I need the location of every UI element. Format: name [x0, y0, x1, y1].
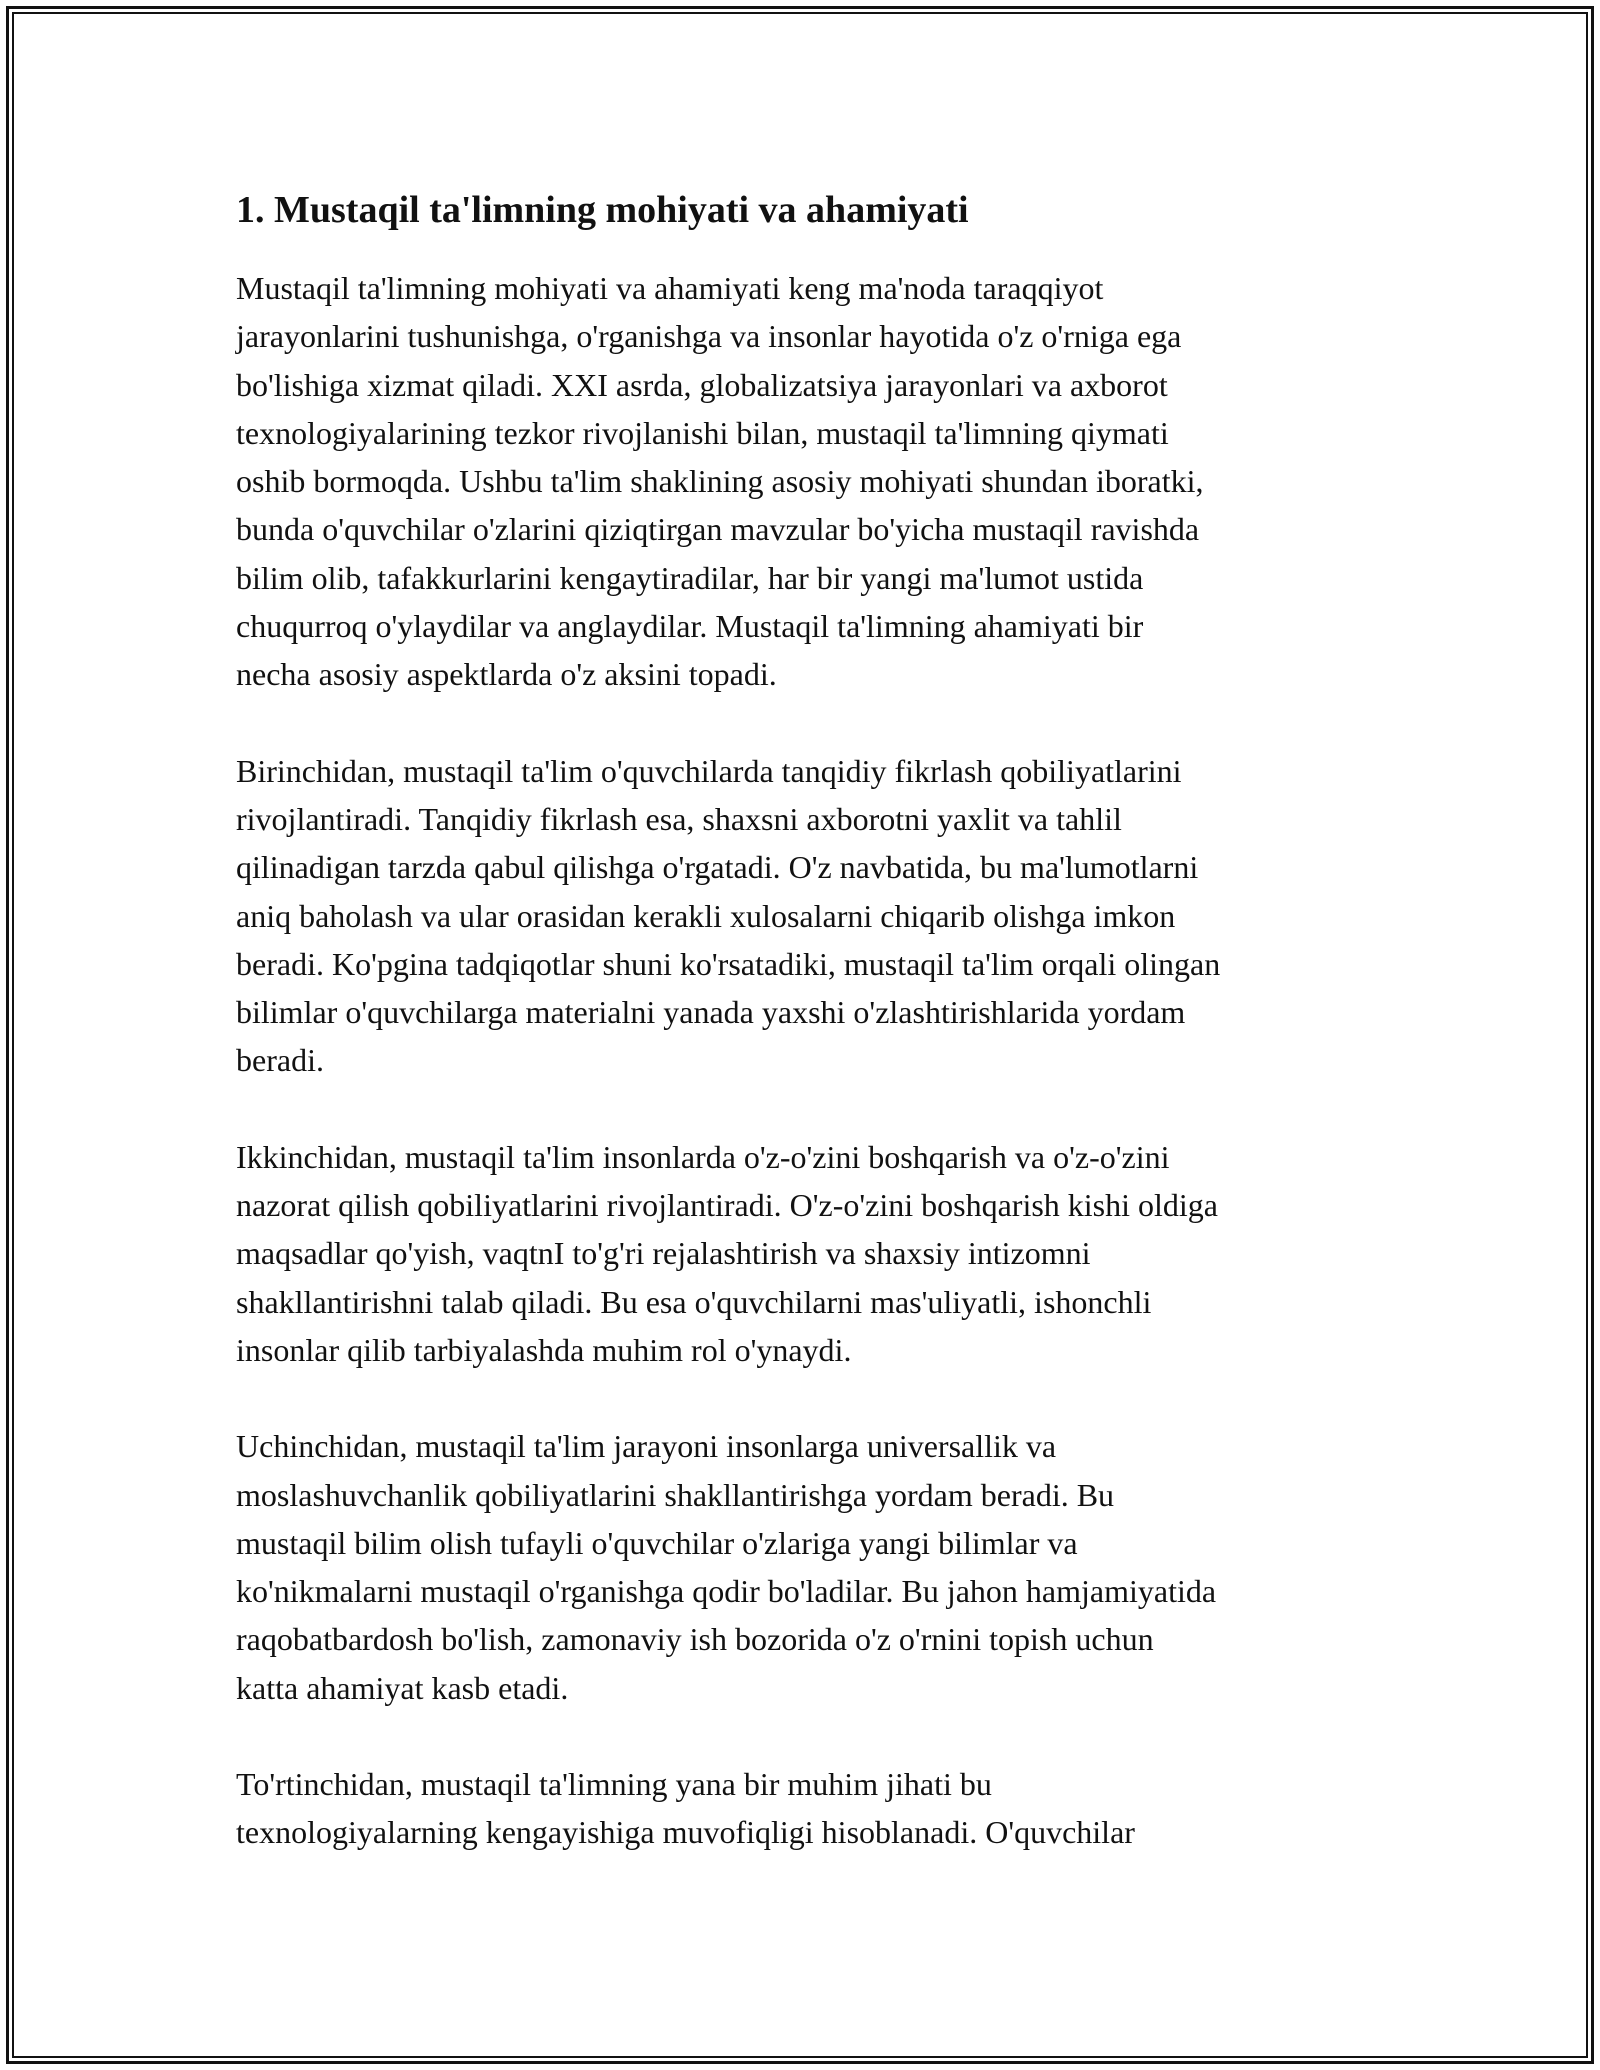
paragraph-line: necha asosiy aspektlarda o'z aksini topadi.	[236, 656, 777, 693]
paragraph	[236, 1760, 1386, 1857]
paragraph-line: ko'nikmalarni mustaqil o'rganishga qodir bo'ladilar. Bu jahon hamjamiyatida	[236, 1573, 1217, 1610]
paragraph	[236, 264, 1386, 699]
paragraph-line: texnologiyalarning kengayishiga muvofiqligi hisoblanadi. O'quvchilar	[236, 1814, 1135, 1851]
paragraph-line: maqsadlar qo'yish, vaqtnI to'g'ri rejalashtirish va shaxsiy intizomni	[236, 1235, 1091, 1272]
paragraph-line: Birinchidan, mustaqil ta'lim o'quvchilarda tanqidiy fikrlash qobiliyatlarini	[236, 752, 1182, 789]
paragraph-line: katta ahamiyat kasb etadi.	[236, 1669, 569, 1706]
paragraph-line: nazorat qilish qobiliyatlarini rivojlantiradi. O'z-o'zini boshqarish kishi oldiga	[236, 1187, 1218, 1224]
paragraph-line: oshib bormoqda. Ushbu ta'lim shaklining asosiy mohiyati shundan iboratki,	[236, 463, 1204, 500]
paragraph-line: insonlar qilib tarbiyalashda muhim rol o'ynaydi.	[236, 1331, 852, 1368]
paragraph-line: jarayonlarini tushunishga, o'rganishga va insonlar hayotida o'z o'rniga ega	[236, 318, 1182, 355]
paragraph-line: mustaqil bilim olish tufayli o'quvchilar o'zlariga yangi bilimlar va	[236, 1524, 1078, 1561]
paragraph-line: Mustaqil ta'limning mohiyati va ahamiyati keng ma'noda taraqqiyot	[236, 270, 1104, 306]
paragraph-line: texnologiyalarining tezkor rivojlanishi bilan, mustaqil ta'limning qiymati	[236, 414, 1169, 451]
paragraph-line: moslashuvchanlik qobiliyatlarini shakllantirishga yordam beradi. Bu	[236, 1476, 1115, 1513]
paragraph-line: beradi.	[236, 1042, 324, 1079]
paragraph-line: Uchinchidan, mustaqil ta'lim jarayoni insonlarga universallik va	[236, 1428, 1057, 1465]
paragraph-line: aniq baholash va ular orasidan kerakli xulosalarni chiqarib olishga imkon	[236, 897, 1176, 934]
paragraph	[236, 1422, 1386, 1712]
paragraph-line: Ikkinchidan, mustaqil ta'lim insonlarda o'z-o'zini boshqarish va o'z-o'zini	[236, 1138, 1170, 1175]
paragraph-line: To'rtinchidan, mustaqil ta'limning yana bir muhim jihati bu	[236, 1766, 992, 1803]
paragraph-line: bilim olib, tafakkurlarini kengaytiradilar, har bir yangi ma'lumot ustida	[236, 559, 1144, 596]
section-heading: 1. Mustaqil ta'limning mohiyati va ahamiyati	[236, 189, 969, 231]
paragraph-line: shakllantirishni talab qiladi. Bu esa o'quvchilarni mas'uliyatli, ishonchli	[236, 1283, 1152, 1320]
paragraph-line: bo'lishiga xizmat qiladi. XXI asrda, globalizatsiya jarayonlari va axborot	[236, 366, 1168, 403]
paragraph-line: chuqurroq o'ylaydilar va anglaydilar. Mustaqil ta'limning ahamiyati bir	[236, 608, 1144, 645]
paragraph-line: qilinadigan tarzda qabul qilishga o'rgatadi. O'z navbatida, bu ma'lumotlarni	[236, 849, 1199, 886]
document-body	[236, 186, 1386, 1905]
paragraphs-container	[236, 264, 1386, 1857]
paragraph-line: rivojlantiradi. Tanqidiy fikrlash esa, shaxsni axborotni yaxlit va tahlil	[236, 800, 1122, 837]
paragraph-line: beradi. Ko'pgina tadqiqotlar shuni ko'rsatadiki, mustaqil ta'lim orqali olingan	[236, 945, 1221, 982]
paragraph-line: bilimlar o'quvchilarga materialni yanada yaxshi o'zlashtirishlarida yordam	[236, 994, 1186, 1031]
paragraph-line: bunda o'quvchilar o'zlarini qiziqtirgan mavzular bo'yicha mustaqil ravishda	[236, 511, 1200, 548]
paragraph-line: raqobatbardosh bo'lish, zamonaviy ish bozorida o'z o'rnini topish uchun	[236, 1621, 1154, 1658]
paragraph	[236, 747, 1386, 1085]
paragraph	[236, 1133, 1386, 1374]
